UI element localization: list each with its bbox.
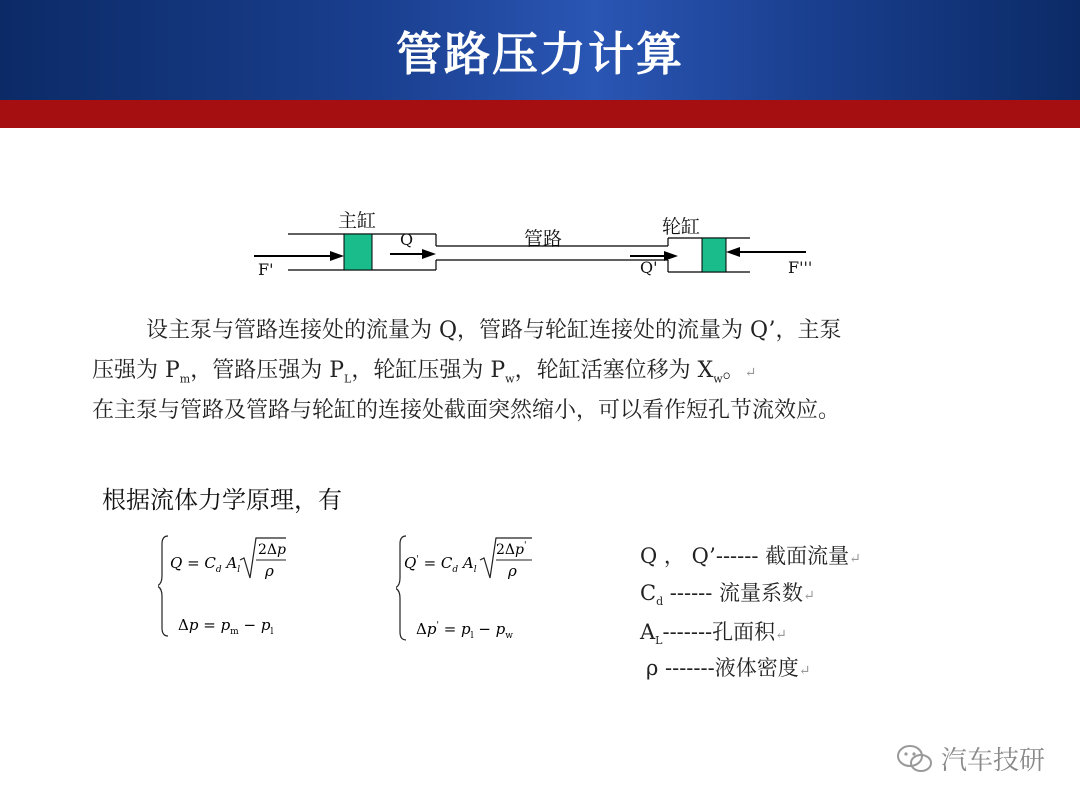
wheel-piston [702,238,726,272]
description-line-3: 在主泵与管路及管路与轮缸的连接处截面突然缩小，可以看作短孔节流效应。 [92,398,841,423]
formula-right [396,530,566,645]
legend-row-flow: Q ， Q’------ 截面流量↵ [640,544,861,568]
legend-row-area: $A_L-------$孔面积↵ [640,620,787,648]
pipe-label: 管路 [524,228,563,250]
watermark [895,740,1045,777]
brake-schematic [240,200,820,290]
q-label: Q [400,230,414,249]
formula-left-svg [158,530,318,640]
svg-text:2Δp: 2Δp [258,542,286,558]
force-left-label: F' [258,260,274,279]
svg-text:ρ: ρ [508,562,517,580]
force-right-label: F''' [788,258,813,277]
wechat-icon [895,743,935,775]
master-piston [344,234,372,270]
master-cylinder-label: 主缸 [338,210,377,232]
svg-text:2Δp': 2Δp' [496,541,527,558]
legend-row-coefficient: $C_d$ ------ 流量系数↵ [640,581,815,609]
description-line-1: 设主泵与管路连接处的流量为 Q，管路与轮缸连接处的流量为 Q’，主泵 [146,318,842,343]
q-prime-label: Q' [640,258,658,277]
formula-right-svg [396,530,566,645]
return-mark: ↵ [744,365,757,381]
svg-text:ρ: ρ [265,562,274,580]
watermark-text: 汽车技研 [941,746,1046,776]
svg-text:Q = Cd Al: $Q = C_d$ $A_l$ [170,554,241,575]
red-accent-bar [0,100,1080,128]
svg-text:Δp' = pl − pw: $\Delta p' = p_l - p_w$ [416,620,513,641]
section-heading: 根据流体力学原理，有 [102,486,342,514]
legend-row-density: ρ -------液体密度↵ [646,656,811,680]
wheel-cylinder-label: 轮缸 [662,216,701,238]
svg-text:Q' = Cd Al: $Q' = C_d$ $A_l$ [404,554,477,575]
page-title: 管路压力计算 [396,27,684,81]
title-banner [0,0,1080,100]
formula-left [158,530,318,640]
svg-text:Δp = pm − pl: $\Delta p = p_m - p_l$ [178,616,274,637]
description-line-2: 压强为 $P_m$，管路压强为 $P_L$，轮缸压强为 $P_w$，轮缸活塞位移为 $X_w$。↵ [92,358,757,386]
